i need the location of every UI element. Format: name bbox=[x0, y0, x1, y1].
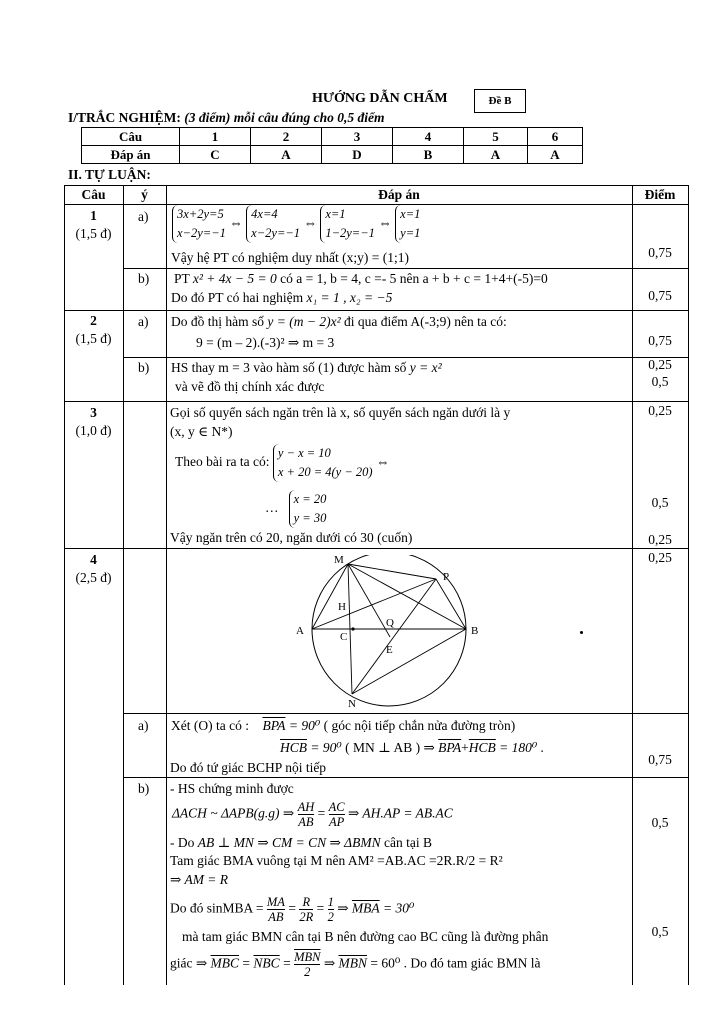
exam-code-badge: Đề B bbox=[474, 89, 526, 113]
q2b-line2: và vẽ đồ thị chính xác được bbox=[175, 379, 325, 394]
q1b-line2: Do đó PT có hai nghiệm x₁ = 1 , x₂ = −5 bbox=[171, 290, 393, 305]
table-cell: A bbox=[464, 146, 528, 164]
score: 0,25 bbox=[648, 403, 672, 418]
figure-lines bbox=[312, 564, 466, 694]
section-subtitle: (3 điểm) mỗi câu đúng cho 0,5 điểm bbox=[184, 110, 385, 125]
q3-system2: … x = 20 y = 30 bbox=[265, 490, 326, 528]
q2a-line2: 9 = (m – 2).(-3)² ⇒ m = 3 bbox=[196, 335, 335, 350]
equation-system: x = 20 y = 30 bbox=[289, 490, 327, 528]
equation-system: 3x+2y=5 x−2y=−1 bbox=[172, 205, 226, 243]
score: 0,75 bbox=[648, 752, 672, 767]
table-cell: 1 bbox=[180, 128, 251, 146]
table-cell: 4 bbox=[393, 128, 464, 146]
question-points: (1,5 đ) bbox=[75, 331, 112, 346]
part-b-label: b) bbox=[138, 360, 150, 375]
score: 0,75 bbox=[648, 333, 672, 348]
header-y: ý bbox=[141, 187, 148, 202]
section-multiple-choice-title bbox=[68, 110, 385, 126]
q4b-line8: giác ⇒ $\overline{MBC} = \overline{NBC}$ = $\frac{\overline{MBN}}{2}$ ⇒ $\overline{MBN} = 60^0$ . Do đó tam giác BMN là bbox=[170, 950, 541, 979]
q4b-line6: Do đó sinMBA = $\frac{MA}{AB}$ = $\frac{R}{2R}$ = $\frac{1}{2}$ ⇒ $\overline{MBA} = 30^0$ bbox=[170, 895, 415, 924]
header-diem: Điểm bbox=[644, 187, 676, 202]
multiple-choice-table bbox=[81, 127, 583, 164]
score: 0,75 bbox=[648, 288, 672, 303]
question-number: 2 bbox=[90, 313, 97, 328]
part-a-label: a) bbox=[138, 314, 149, 329]
section-title: I/TRẮC NGHIỆM: bbox=[68, 110, 181, 125]
table-cell: D bbox=[322, 146, 393, 164]
table-row bbox=[82, 128, 583, 146]
q1b-line1: PT x² + 4x − 5 = 0 có a = 1, b = 4, c =- 5 nên a + b + c = 1+4+(-5)=0 bbox=[174, 271, 548, 286]
label-h: H bbox=[338, 601, 346, 613]
part-a-label: a) bbox=[138, 209, 149, 224]
question-number: 1 bbox=[90, 208, 97, 223]
header-cau: Câu bbox=[81, 187, 106, 202]
part-b-label: b) bbox=[138, 781, 150, 796]
equation-system: 4x=4 x−2y=−1 bbox=[246, 205, 300, 243]
score: 0,5 bbox=[651, 815, 669, 830]
table-cell: 6 bbox=[528, 128, 583, 146]
label-a: A bbox=[296, 625, 304, 637]
q4b-line5: ⇒ AM = R bbox=[170, 872, 229, 887]
q4a-line3: Do đó tứ giác BCHP nội tiếp bbox=[170, 760, 327, 775]
q4a-line1: Xét (O) ta có : $\overline{BPA} = 90^0$ ( góc nội tiếp chắn nửa đường tròn) bbox=[171, 718, 516, 733]
fraction: $\frac{\overline{MBN}}{2}$ bbox=[294, 950, 321, 979]
q4a-line2: $\overline{HCB} = 90^0$ ( MN ⊥ AB ) ⇒ $\overline{BPA}+\overline{HCB} = 180^0$ . bbox=[280, 740, 545, 755]
score: 0,25 bbox=[648, 532, 672, 547]
geometry-figure bbox=[290, 555, 490, 710]
label-m: M bbox=[334, 555, 344, 566]
q4b-line1: - HS chứng minh được bbox=[170, 781, 294, 796]
q2a-line1: Do đồ thị hàm số y = (m − 2)x² đi qua điểm A(-3;9) nên ta có: bbox=[171, 314, 507, 329]
table-cell: C bbox=[180, 146, 251, 164]
q1a-conclusion: Vậy hệ PT có nghiệm duy nhất (x;y) = (1;1) bbox=[171, 250, 409, 265]
score: 0,5 bbox=[651, 924, 669, 939]
question-2-number bbox=[64, 312, 123, 348]
label-b: B bbox=[471, 625, 479, 637]
score: 0,5 bbox=[651, 374, 669, 389]
fraction: $\frac{1}{2}$ bbox=[327, 895, 334, 924]
question-points: (1,5 đ) bbox=[75, 226, 112, 241]
equation-system: x=1 y=1 bbox=[395, 205, 420, 243]
fraction: $\frac{AH}{AB}$ bbox=[297, 800, 315, 829]
label-c: C bbox=[340, 631, 348, 643]
table-cell: B bbox=[393, 146, 464, 164]
q2b-line1: HS thay m = 3 vào hàm số (1) được hàm số y = x² bbox=[171, 360, 442, 375]
q3-system1: Theo bài ra ta có: y − x = 10 x + 20 = 4(y − 20) ⇔ bbox=[175, 444, 389, 482]
q4b-line3: - Do AB ⊥ MN ⇒ CM = CN ⇒ ΔBMN cân tại B bbox=[170, 835, 432, 850]
page-title: HƯỚNG DẪN CHẤM bbox=[312, 91, 448, 106]
fraction: $\frac{R}{2R}$ bbox=[299, 895, 314, 924]
label-p: P bbox=[443, 571, 450, 583]
question-number: 4 bbox=[90, 552, 97, 567]
section-essay-title: II. TỰ LUẬN: bbox=[68, 167, 151, 182]
q3-line1: Gọi số quyển sách ngăn trên là x, số quyển sách ngăn dưới là y bbox=[170, 405, 511, 420]
score: 0,5 bbox=[651, 495, 669, 510]
table-cell: 5 bbox=[464, 128, 528, 146]
question-1-number bbox=[64, 207, 123, 243]
label-n: N bbox=[348, 698, 356, 710]
score: 0,25 bbox=[648, 357, 672, 372]
table-row bbox=[82, 146, 583, 164]
table-cell: Câu bbox=[82, 128, 180, 146]
table-cell: Đáp án bbox=[82, 146, 180, 164]
q3-line2: (x, y ∈ N*) bbox=[170, 424, 233, 439]
part-a-label: a) bbox=[138, 718, 149, 733]
question-points: (1,0 đ) bbox=[75, 423, 112, 438]
point-c-dot bbox=[351, 627, 354, 630]
fraction: $\frac{AC}{AP}$ bbox=[328, 800, 345, 829]
stray-dot bbox=[580, 631, 583, 634]
score: 0,25 bbox=[648, 550, 672, 565]
question-4-number bbox=[64, 551, 123, 587]
fraction: $\frac{MA}{AB}$ bbox=[266, 895, 285, 924]
equation-system: x=1 1−2y=−1 bbox=[320, 205, 375, 243]
header-dap-an: Đáp án bbox=[378, 187, 420, 202]
table-cell: A bbox=[528, 146, 583, 164]
part-b-label: b) bbox=[138, 271, 150, 286]
question-number: 3 bbox=[90, 405, 97, 420]
label-q: Q bbox=[386, 617, 394, 629]
equation-system: y − x = 10 x + 20 = 4(y − 20) bbox=[273, 444, 373, 482]
q4b-line2: ΔACH ~ ΔAPB(g.g) ⇒ $\frac{AH}{AB}$ = $\frac{AC}{AP}$ ⇒ AH.AP = AB.AC bbox=[172, 800, 453, 829]
table-cell: A bbox=[251, 146, 322, 164]
score: 0,75 bbox=[648, 245, 672, 260]
question-3-number bbox=[64, 404, 123, 440]
table-cell: 3 bbox=[322, 128, 393, 146]
question-points: (2,5 đ) bbox=[75, 570, 112, 585]
q4b-line4: Tam giác BMA vuông tại M nên AM² =AB.AC =2R.R/2 = R² bbox=[170, 853, 503, 868]
label-e: E bbox=[386, 644, 393, 656]
q3-conclusion: Vậy ngăn trên có 20, ngăn dưới có 30 (cuốn) bbox=[170, 530, 413, 545]
q4b-line7: mà tam giác BMN cân tại B nên đường cao BC cũng là đường phân bbox=[182, 929, 549, 944]
table-cell: 2 bbox=[251, 128, 322, 146]
q1a-systems: 3x+2y=5 x−2y=−1 ⇔ 4x=4 x−2y=−1 ⇔ x=1 1−2y=−1 ⇔ x=1 y=1 bbox=[172, 205, 420, 243]
